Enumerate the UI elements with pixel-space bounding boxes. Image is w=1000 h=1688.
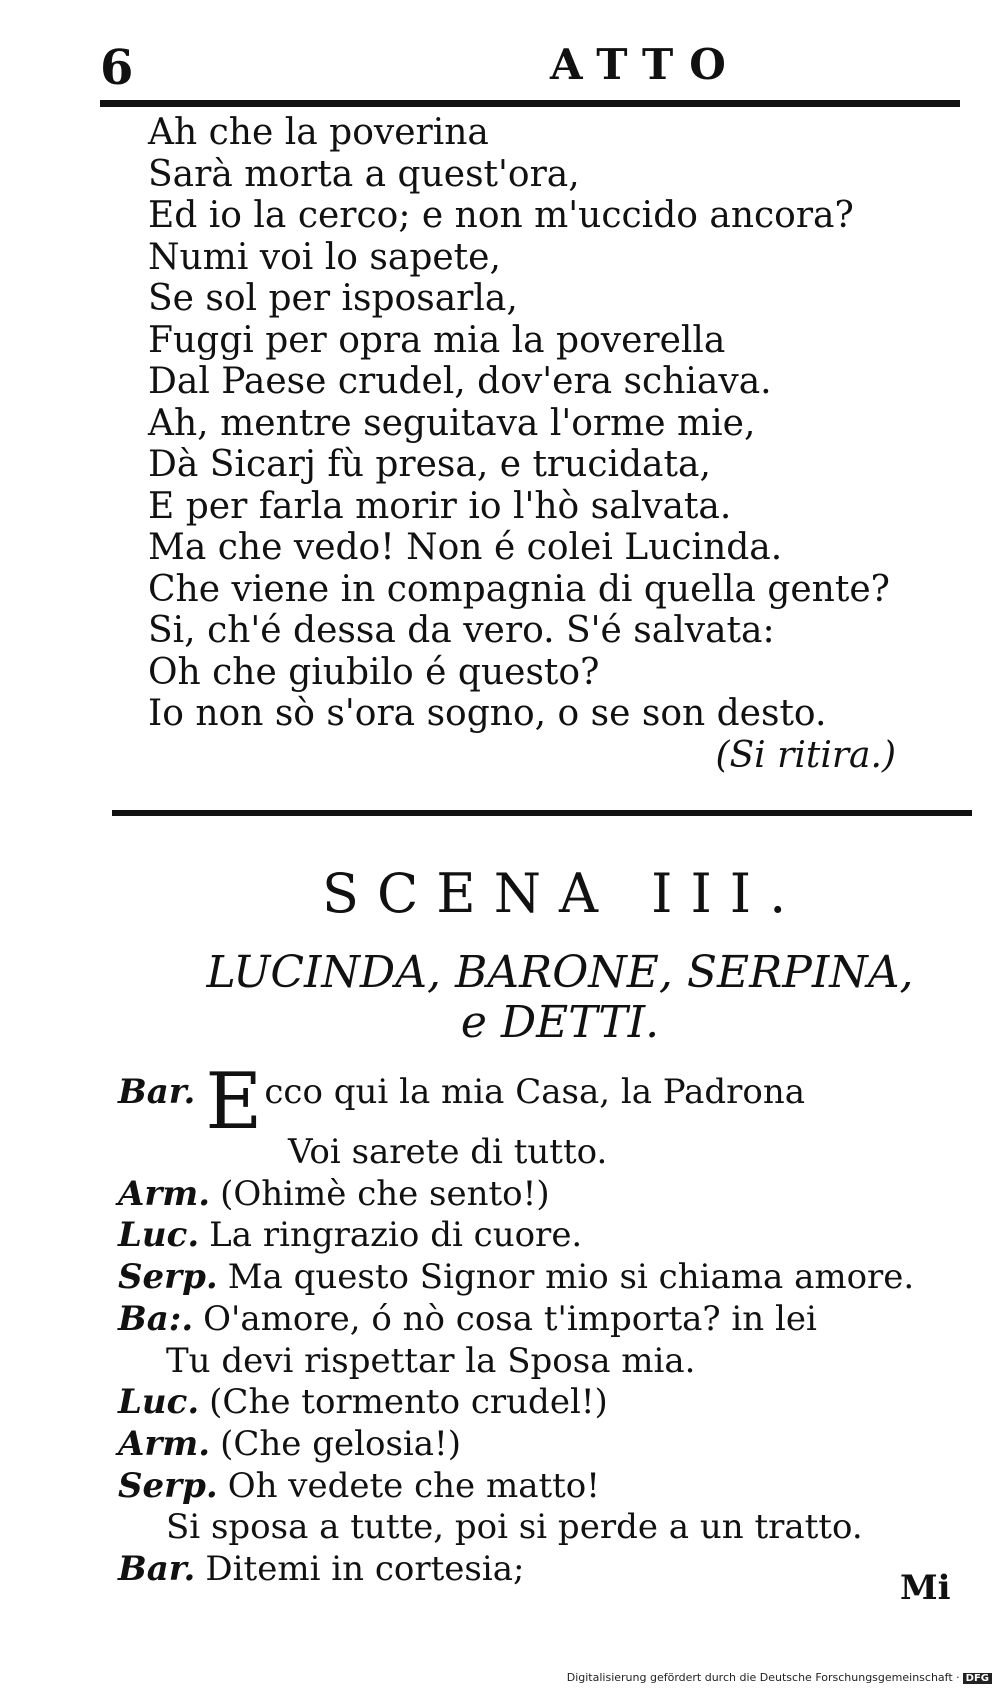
verse-line: Sarà morta a quest'ora, (148, 153, 580, 195)
dialogue-line (118, 1382, 978, 1424)
dialogue-line (118, 1466, 978, 1508)
dialogue-text: Oh vedete che matto! (227, 1465, 600, 1506)
speaker-name: Serp. (118, 1465, 218, 1506)
speaker-name: Serp. (118, 1257, 218, 1298)
dialogue-line (118, 1257, 978, 1299)
header-rule (100, 100, 960, 107)
dialogue-line (118, 1215, 978, 1257)
dialogue-continuation: Voi sarete di tutto. (288, 1132, 608, 1172)
speaker-name: Ba:. (118, 1298, 194, 1339)
dialogue-text: Ditemi in cortesia; (205, 1549, 525, 1590)
dialogue-text: (Che gelosia!) (220, 1423, 461, 1464)
dialogue-line (118, 1299, 978, 1341)
digitization-footer (567, 1671, 992, 1684)
dialogue-text: (Ohimè che sento!) (220, 1173, 550, 1214)
dfg-logo-icon: DFG (963, 1673, 992, 1684)
dialogue-text: Ma questo Signor mio si chiama amore. (227, 1257, 915, 1298)
verse-line: Numi voi lo sapete, (148, 236, 501, 278)
dialogue-text: O'amore, ó nò cosa t'importa? in lei (203, 1298, 817, 1339)
footer-text: Digitalisierung gefördert durch die Deutsche Forschungsgemeinschaft · (566, 1671, 960, 1684)
verse-line: Fuggi per opra mia la poverella (148, 319, 726, 361)
verse-line: Ed io la cerco; e non m'uccido ancora? (148, 195, 854, 236)
stage-direction: (Si ritira.) (715, 734, 896, 776)
verse-line: Io non sò s'ora sogno, o se son desto. (148, 693, 827, 734)
dialogue-line (118, 1424, 978, 1466)
page-number: 6 (100, 40, 134, 96)
speaker-name: Luc. (118, 1382, 200, 1423)
speaker-name: Luc. (118, 1215, 200, 1256)
dialogue-text: cco qui la mia Casa, la Padrona (264, 1072, 806, 1112)
verse-block (148, 112, 948, 776)
verse-line: Oh che giubilo é questo? (148, 651, 600, 693)
drop-cap: E (205, 1057, 263, 1147)
scene-divider-rule (112, 810, 972, 816)
dialogue-line (118, 1057, 978, 1147)
dialogue-block (118, 1057, 978, 1591)
dialogue-continuation: Si sposa a tutte, poi si perde a un tratto. (166, 1507, 863, 1548)
verse-line: Ah, mentre seguitava l'orme mie, (148, 402, 756, 444)
page-header (100, 40, 960, 100)
dialogue-text: (Che tormento crudel!) (209, 1382, 608, 1423)
scene-characters (160, 948, 960, 1048)
catchword: Mi (900, 1568, 951, 1608)
verse-line: Ma che vedo! Non é colei Lucinda. (148, 527, 783, 568)
verse-line: Se sol per isposarla, (148, 278, 518, 319)
scene-title: SCENA III. (322, 862, 805, 925)
verse-line: Dal Paese crudel, dov'era schiava. (148, 361, 772, 402)
verse-line: Ah che la poverina (148, 112, 489, 153)
dialogue-line (118, 1174, 978, 1216)
speaker-name: Arm. (118, 1173, 211, 1214)
verse-line: Che viene in compagnia di quella gente? (148, 568, 890, 610)
verse-line: E per farla morir io l'hò salvata. (148, 485, 732, 527)
characters-line: LUCINDA, BARONE, SERPINA, (206, 947, 914, 998)
dialogue-continuation: Tu devi rispettar la Sposa mia. (166, 1340, 696, 1381)
dialogue-text: La ringrazio di cuore. (209, 1215, 583, 1256)
verse-line: Si, ch'é dessa da vero. S'é salvata: (148, 610, 775, 651)
running-head: ATTO (550, 40, 742, 89)
dialogue-line (118, 1549, 978, 1591)
speaker-name: Bar. (118, 1072, 196, 1112)
verse-line: Dà Sicarj fù presa, e trucidata, (148, 444, 711, 485)
characters-line: e DETTI. (460, 997, 660, 1048)
speaker-name: Arm. (118, 1423, 211, 1464)
speaker-name: Bar. (118, 1549, 196, 1590)
